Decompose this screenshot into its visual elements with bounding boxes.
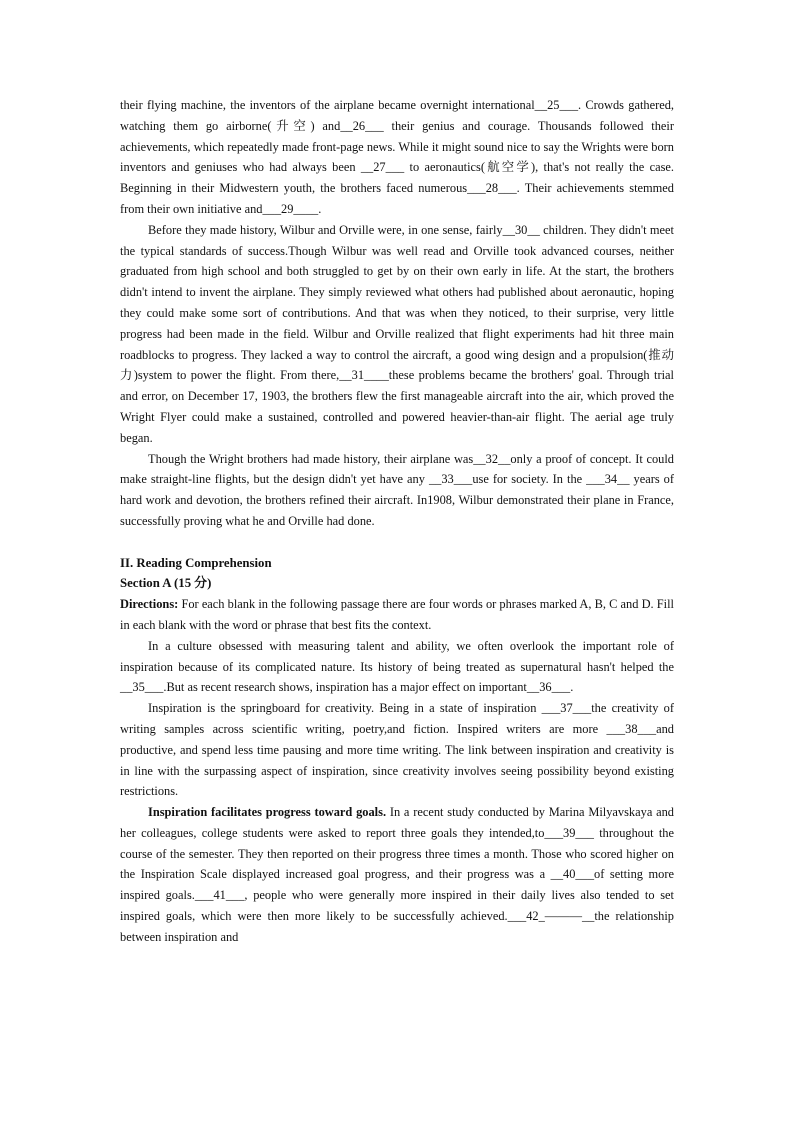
section-subheading: Section A (15 分) — [120, 576, 212, 591]
passage-paragraph-wright-fame: their flying machine, the inventors of the airplane became overnight international__25___. Crowds gathered, watching them go airborne(升空) and__26___ their genius and courage. Thousands followed their achievements, which repeatedly made front-page news. While it might sound nice to say the Wrights were born inventors and geniuses who had always been __27___ to aeronautics(航空学), that's not really the case. Beginning in their Midwestern youth, the brothers faced numerous___28___. Their achievements stemmed from their own initiative and___29____. — [120, 98, 674, 216]
directions-paragraph — [120, 594, 674, 636]
directions-label: Directions: — [120, 597, 179, 612]
directions-text: For each blank in the following passage there are four words or phrases marked A, B, C and D. Fill in each blank with the word or phrase that best fits the context. — [120, 597, 674, 632]
passage-paragraph-wright-refine: Though the Wright brothers had made history, their airplane was__32__only a proof of concept. It could make straight-line flights, but the design didn't yet have any __33___use for society. In the ___34__ years of hard work and devotion, the brothers refined their aircraft. In1908, Wilbur demonstrated their plane in France, successfully proving what he and Orville had done. — [120, 451, 674, 528]
section-spacer — [120, 532, 674, 553]
paragraph-lead-bold: Inspiration facilitates progress toward goals. — [148, 805, 387, 820]
section-heading: II. Reading Comprehension — [120, 555, 272, 570]
passage-paragraph-inspiration-goals — [120, 802, 674, 948]
passage-paragraph-wright-early: Before they made history, Wilbur and Orville were, in one sense, fairly__30__ children. They didn't meet the typical standards of success.Though Wilbur was well read and Orville took advanced courses, neither graduated from high school and both struggled to get by on their own early in life. At the start, the brothers didn't intend to invent the airplane. They simply reviewed what others had published about aeronautic, hoping they could make some sort of contributions. And that was when they noticed, to their surprise, very little progress had been made in the field. Wilbur and Orville realized that flight experiments had hit three main roadblocks to progress. They lacked a way to control the aircraft, a good wing design and a propulsion(推动力)system to power the flight. From there,__31____these problems became the brothers' goal. Through trial and error, on December 17, 1903, the brothers flew the first manageable aircraft into the air, which proved the Wright Flyer could make a sustained, controlled and powered heavier-than-air flight. The aerial age truly began. — [120, 222, 674, 445]
passage-paragraph-inspiration-creativity: Inspiration is the springboard for creativity. Being in a state of inspiration ___37___the creativity of writing samples across scientific writing, poetry,and fiction. Inspired writers are more ___38___and productive, and spend less time pausing and more time writing. The link between inspiration and creativity is in line with the surpassing aspect of inspiration, since creativity involves seeing possibility beyond existing restrictions. — [120, 701, 674, 799]
document-page — [120, 95, 674, 948]
passage-paragraph-inspiration-intro: In a culture obsessed with measuring talent and ability, we often overlook the important role of inspiration because of its complicated nature. Its history of being treated as supernatural hasn't helped the __35___.But as recent research shows, inspiration has a major effect on important__36___. — [120, 638, 674, 695]
paragraph-body: In a recent study conducted by Marina Milyavskaya and her colleagues, college students were asked to report three goals they intended,to___39___ throughout the course of the semester. They then reported on their progress three times a month. Those who scored higher on the Inspiration Scale displayed increased goal progress, and their progress was a __40___of setting more inspired goals.___41___, people who were generally more inspired in their daily lives also tended to set inspired goals, which were then more likely to be successfully achieved.___42_———__the relationship between inspiration and — [120, 805, 674, 944]
